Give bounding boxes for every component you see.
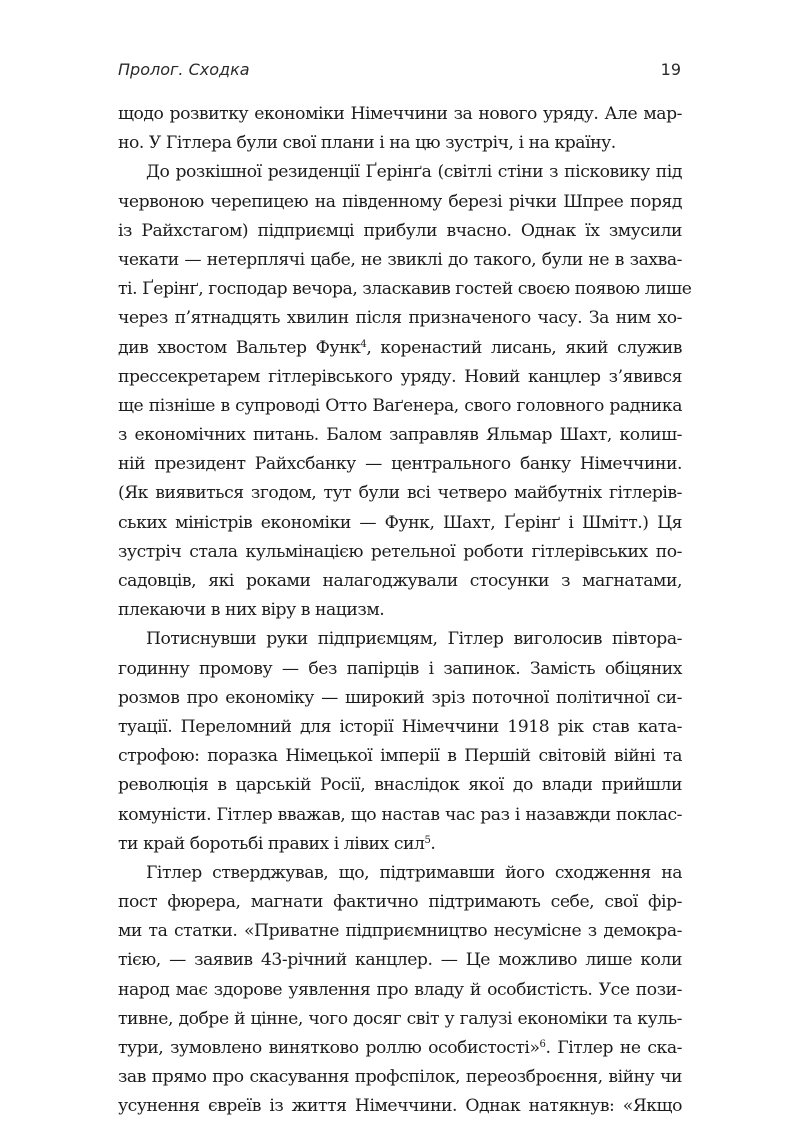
text-line xyxy=(118,334,682,363)
line-text: Потиснувши руки підприємцям, Гітлер виголосив півтора- xyxy=(146,629,682,650)
line-text: ній президент Райхсбанку — центрального банку Німеччини. xyxy=(118,454,682,475)
line-text-tail: . Гітлер не ска- xyxy=(545,1038,683,1058)
text-line xyxy=(118,509,682,538)
line-text: з економічних питань. Балом заправляв Яльмар Шахт, колиш- xyxy=(118,425,682,446)
line-text: зустріч стала кульмінацією ретельної роботи гітлерівських по- xyxy=(118,541,682,562)
text-line xyxy=(118,1092,682,1121)
line-text: годинну промову — без папірців і запинок. Замість обіцяних xyxy=(118,658,682,679)
text-line xyxy=(118,684,682,713)
text-line xyxy=(118,275,692,304)
footnote-reference: 5 xyxy=(424,834,431,846)
line-text: щодо розвитку економіки Німеччини за нового уряду. Але мар- xyxy=(118,104,682,124)
text-line xyxy=(118,771,682,800)
text-line xyxy=(118,946,682,975)
line-text: строфою: поразка Німецької імперії в Першій світовій війні та xyxy=(118,746,682,767)
text-line xyxy=(118,158,682,187)
text-line xyxy=(118,479,682,508)
text-line xyxy=(118,1034,682,1063)
text-line xyxy=(118,304,682,333)
text-line xyxy=(118,538,682,567)
text-line xyxy=(118,450,682,479)
line-text: тією, — заявив 43-річний канцлер. — Це можливо лише коли xyxy=(118,950,682,971)
line-text: ми та статки. «Приватне підприємництво несумісне з демокра- xyxy=(118,921,682,942)
line-text: із Райхстагом) підприємці прибули вчасно. Однак їх змусили xyxy=(118,220,682,241)
line-text: див хвостом Вальтер Функ xyxy=(118,337,361,358)
text-line xyxy=(118,801,682,830)
text-line xyxy=(118,392,682,421)
line-text: Гітлер стверджував, що, підтримавши його сходження на xyxy=(146,862,682,883)
line-text: но. У Гітлера були свої плани і на цю зустріч, і на країну. xyxy=(118,133,616,154)
line-text-tail: , коренастий лисань, який служив xyxy=(366,337,682,358)
text-line xyxy=(118,129,682,158)
line-text: ще пізніше в супроводі Отто Ваґенера, свого головного радника xyxy=(118,395,682,416)
text-line xyxy=(118,830,682,859)
footnote-reference: 6 xyxy=(539,1039,546,1050)
text-line xyxy=(118,1005,682,1034)
text-line xyxy=(118,625,682,654)
text-line xyxy=(118,246,682,275)
text-line xyxy=(118,217,682,246)
line-text: усунення євреїв із життя Німеччини. Однак натякнув: «Якщо xyxy=(118,1096,682,1117)
footnote-reference: 4 xyxy=(360,338,367,350)
text-line xyxy=(118,596,682,625)
line-text: садовців, які роками налагоджували стосунки з магнатами, xyxy=(118,571,682,591)
line-text: тивне, добре й цінне, чого досяг світ у галузі економіки та куль- xyxy=(118,1008,682,1029)
text-line xyxy=(118,859,682,888)
text-line xyxy=(118,742,682,771)
line-text: революція в царській Росії, внаслідок якої до влади прийшли xyxy=(118,775,682,796)
line-text: прессекретарем гітлерівського уряду. Новий канцлер з’явився xyxy=(118,366,682,387)
line-text: пост фюрера, магнати фактично підтримають себе, свої фір- xyxy=(118,892,682,913)
text-line xyxy=(118,655,682,684)
body-text xyxy=(118,100,692,1122)
line-text: (Як виявиться згодом, тут були всі четверо майбутніх гітлерів- xyxy=(118,483,682,504)
text-line xyxy=(118,1063,682,1092)
text-line xyxy=(118,363,682,392)
line-text: народ має здорове уявлення про владу й особистість. Усе пози- xyxy=(118,979,682,1000)
text-line xyxy=(118,100,682,129)
line-text: ських міністрів економіки — Функ, Шахт, Ґерінґ і Шмітт.) Ця xyxy=(118,512,682,533)
text-line xyxy=(118,888,682,917)
running-title: Пролог. Сходка xyxy=(118,60,250,79)
page-number: 19 xyxy=(660,60,681,79)
text-line xyxy=(118,917,682,946)
line-text: комуністи. Гітлер вважав, що настав час раз і назавжди поклас- xyxy=(118,804,682,825)
line-text-tail: . xyxy=(430,833,436,854)
text-line xyxy=(118,188,682,217)
line-text: плекаючи в них віру в нацизм. xyxy=(118,600,385,621)
line-text: червоною черепицею на південному березі річки Шпрее поряд xyxy=(118,191,682,212)
line-text: ти край боротьбі правих і лівих сил xyxy=(118,833,425,854)
text-line xyxy=(118,421,682,450)
text-line xyxy=(118,976,682,1005)
line-text: ті. Ґерінґ, господар вечора, злаcкавив гостей своєю появою лише xyxy=(118,279,692,300)
line-text: розмов про економіку — широкий зріз поточної політичної си- xyxy=(118,687,682,708)
line-text: тури, зумовлено винятково роллю особистості» xyxy=(118,1038,540,1058)
line-text: зав прямо про скасування профспілок, переозброєння, війну чи xyxy=(118,1067,682,1088)
text-line xyxy=(118,713,682,742)
line-text: До розкішної резиденції Ґерінґа (світлі стіни з пісковику під xyxy=(146,162,682,183)
line-text: туації. Переломний для історії Німеччини 1918 рік став ката- xyxy=(118,716,682,737)
line-text: чекати — нетерплячі цабе, не звиклі до такого, були не в захва- xyxy=(118,249,682,270)
text-line xyxy=(118,567,682,596)
line-text: через п’ятнадцять хвилин після призначеного часу. За ним хо- xyxy=(118,308,682,329)
